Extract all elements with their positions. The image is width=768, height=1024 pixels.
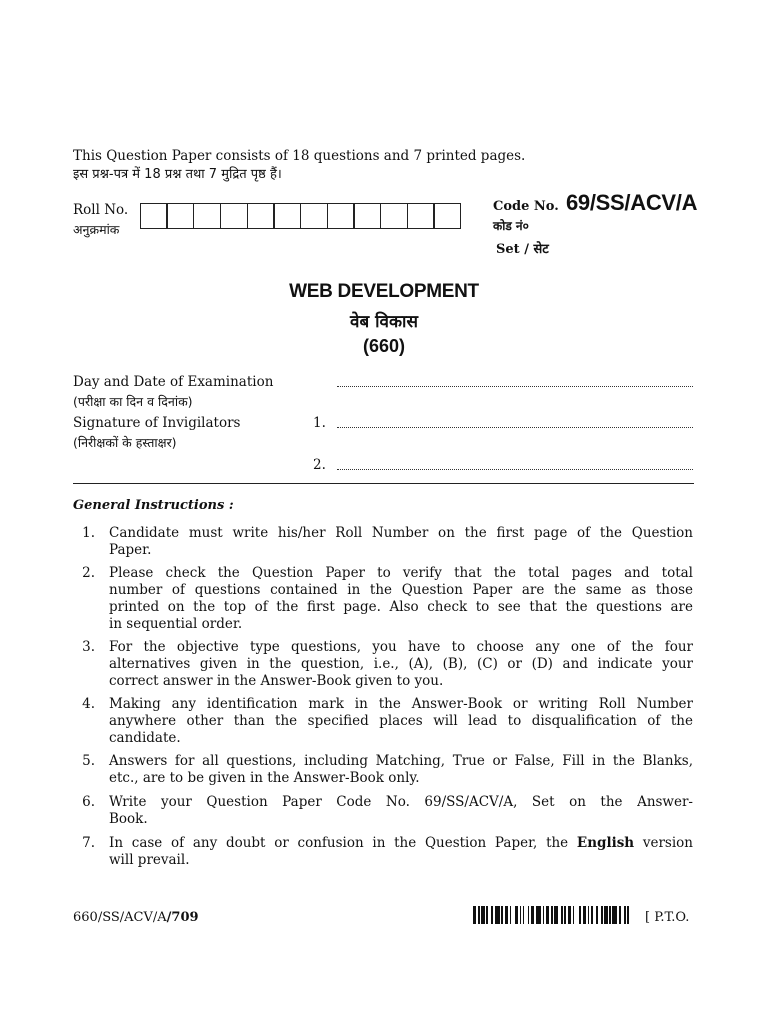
exam-date-field[interactable] [337, 386, 693, 387]
footer-paper-code [73, 909, 199, 926]
instructions-heading: General Instructions : [73, 498, 234, 513]
instruction-fragment: will prevail. [109, 852, 190, 868]
instruction-line [109, 852, 693, 869]
invigilator-2-number: 2. [313, 457, 326, 473]
exam-date-label-hindi: (परीक्षा का दिन व दिनांक) [73, 394, 193, 409]
instruction-number: 3. [82, 639, 95, 655]
roll-number-box[interactable] [353, 203, 381, 229]
instruction-number: 2. [82, 565, 95, 581]
pages-info-english: This Question Paper consists of 18 questions and 7 printed pages. [73, 148, 526, 164]
instruction-line [109, 835, 693, 852]
instruction-line: etc., are to be given in the Answer-Book only. [109, 770, 420, 786]
roll-number-box[interactable] [407, 203, 435, 229]
footer-code-bold: /709 [166, 910, 199, 925]
instruction-text [109, 794, 693, 828]
roll-number-box[interactable] [433, 203, 461, 229]
invigilator-1-signature-field[interactable] [337, 427, 693, 428]
instruction-line: For the objective type questions, you have to choose any one of the four [109, 639, 693, 655]
instruction-text [109, 639, 693, 690]
instruction-fragment: In case of any doubt or confusion in the Question Paper, the [109, 835, 577, 851]
code-number-value: 69/SS/ACV/A [566, 190, 698, 215]
roll-number-box[interactable] [300, 203, 328, 229]
instruction-line: correct answer in the Answer-Book given to you. [109, 673, 444, 689]
instruction-fragment: version [634, 835, 693, 851]
instruction-line: printed on the top of the first page. Also check to see that the questions are [109, 599, 693, 615]
emphasis-text: English [576, 835, 635, 851]
invigilator-2-signature-field[interactable] [337, 469, 693, 470]
barcode-bar [629, 906, 632, 924]
instruction-line: alternatives given in the question, i.e., (A), (B), (C) or (D) and indicate your [109, 656, 693, 672]
barcode [473, 906, 633, 924]
subject-title: WEB DEVELOPMENT [289, 281, 479, 302]
instruction-text [109, 835, 693, 869]
roll-number-box[interactable] [380, 203, 408, 229]
instruction-text [109, 696, 693, 747]
subject-code: (660) [362, 336, 406, 356]
roll-number-box[interactable] [220, 203, 248, 229]
roll-number-label: Roll No. [73, 202, 129, 218]
please-turn-over: [ P.T.O. [645, 910, 690, 925]
invigilators-label: Signature of Invigilators [73, 415, 241, 431]
instruction-line: Paper. [109, 542, 152, 558]
instruction-number: 4. [82, 696, 95, 712]
instruction-text [109, 525, 693, 559]
roll-number-box[interactable] [140, 203, 168, 229]
instruction-text [109, 565, 693, 633]
instruction-line: candidate. [109, 730, 181, 746]
roll-number-boxes[interactable] [141, 203, 461, 229]
code-number-label: Code No. [493, 199, 559, 214]
instruction-number: 7. [82, 835, 95, 851]
instruction-number: 6. [82, 794, 95, 810]
set-label: Set / सेट [496, 242, 549, 257]
footer-code-plain: 660/SS/ACV/A [73, 910, 167, 925]
subject-title-hindi: वेब विकास [350, 312, 418, 332]
instruction-line: Making any identification mark in the Answer-Book or writing Roll Number [109, 696, 693, 712]
instruction-line: Answers for all questions, including Matching, True or False, Fill in the Blanks, [109, 753, 693, 769]
instruction-number: 5. [82, 753, 95, 769]
code-number-label-hindi: कोड नं० [493, 219, 529, 233]
instruction-line: anywhere other than the specified places will lead to disqualification of the [109, 713, 693, 729]
instruction-line: Book. [109, 811, 148, 827]
instruction-line: in sequential order. [109, 616, 243, 632]
instruction-line: number of questions contained in the Question Paper are the same as those [109, 582, 693, 598]
roll-number-box[interactable] [193, 203, 221, 229]
divider [73, 483, 694, 484]
instruction-line: Write your Question Paper Code No. 69/SS/ACV/A, Set on the Answer- [109, 794, 693, 810]
instruction-line: Candidate must write his/her Roll Number on the first page of the Question [109, 525, 693, 541]
roll-number-box[interactable] [166, 203, 194, 229]
instruction-line: Please check the Question Paper to verify that the total pages and total [109, 565, 693, 581]
roll-number-box[interactable] [327, 203, 355, 229]
roll-number-box[interactable] [273, 203, 301, 229]
roll-number-label-hindi: अनुक्रमांक [73, 222, 120, 237]
exam-date-label: Day and Date of Examination [73, 374, 274, 390]
invigilator-1-number: 1. [313, 415, 326, 431]
instruction-number: 1. [82, 525, 95, 541]
roll-number-box[interactable] [247, 203, 275, 229]
instruction-text [109, 753, 693, 787]
invigilators-label-hindi: (निरीक्षकों के हस्ताक्षर) [73, 435, 177, 450]
pages-info-hindi: इस प्रश्न-पत्र में 18 प्रश्न तथा 7 मुद्रित पृष्ठ हैं। [73, 167, 282, 182]
